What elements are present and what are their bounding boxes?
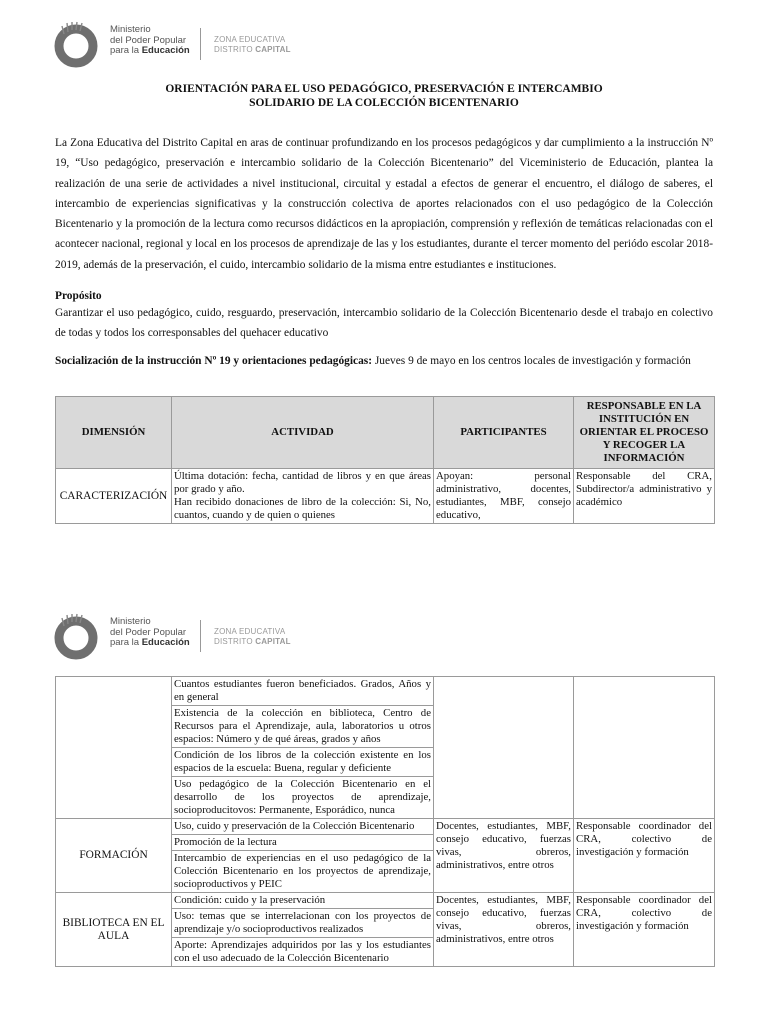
actividad-cell: Uso: temas que se interrelacionan con los proyectos de aprendizaje y/o socioproductivos realizados xyxy=(172,909,434,938)
ministry-emblem-icon xyxy=(52,612,102,660)
actividad-cell: Última dotación: fecha, cantidad de libros y en que áreas por grado y año. Han recibido donaciones de libro de la colección: Si, No, cuantos, cuando y de quien o quienes xyxy=(172,469,434,524)
zona-educativa-label: ZONA EDUCATIVA DISTRITO CAPITAL xyxy=(214,35,291,54)
dimension-biblioteca: BIBLIOTECA EN EL AULA xyxy=(56,893,172,967)
actividad-cell: Existencia de la colección en biblioteca, Centro de Recursos para el Aprendizaje, aula, laboratorios u otros espacios: Número y de qué áreas, grados y años xyxy=(172,706,434,748)
header-dimension: DIMENSIÓN xyxy=(56,397,172,469)
activities-table-part1 xyxy=(55,396,715,524)
actividad-cell: Cuantos estudiantes fueron beneficiados. Grados, Años y en general xyxy=(172,677,434,706)
ministry-emblem-icon xyxy=(52,20,102,68)
activities-table-part2 xyxy=(55,676,715,967)
actividad-cell: Intercambio de experiencias en el uso pedagógico de la Colección Bicentenario en los proyectos de aprendizaje, socioproductivos y PEIC xyxy=(172,851,434,893)
header-participantes: PARTICIPANTES xyxy=(434,397,574,469)
proposito-heading: Propósito xyxy=(55,290,102,302)
actividad-cell: Condición: cuido y la preservación xyxy=(172,893,434,909)
ministry-name: Ministerio del Poder Popular para la Educación xyxy=(110,24,190,56)
responsable-cell: Responsable coordinador del CRA, colectivo de investigación y formación xyxy=(574,819,715,893)
actividad-cell: Promoción de la lectura xyxy=(172,835,434,851)
actividad-cell: Aporte: Aprendizajes adquiridos por las y los estudiantes con el uso adecuado de la Colección Bicentenario xyxy=(172,938,434,967)
header-actividad: ACTIVIDAD xyxy=(172,397,434,469)
header-responsable: RESPONSABLE EN LA INSTITUCIÓN EN ORIENTAR EL PROCESO Y RECOGER LA INFORMACIÓN xyxy=(574,397,715,469)
participantes-cell: Apoyan: personal administrativo, docentes, estudiantes, MBF, consejo educativo, xyxy=(434,469,574,524)
responsable-empty xyxy=(574,677,715,819)
participantes-cell: Docentes, estudiantes, MBF, consejo educativo, fuerzas vivas, obreros, administrativos, entre otros xyxy=(434,819,574,893)
ministry-name: Ministerio del Poder Popular para la Educación xyxy=(110,616,190,648)
logo-divider xyxy=(200,620,201,652)
proposito-paragraph: Garantizar el uso pedagógico, cuido, resguardo, preservación, intercambio solidario de la Colección Bicentenario desde el trabajo en colectivo de todas y todos los corresponsables del quehacer educativo xyxy=(55,307,713,339)
dimension-empty xyxy=(56,677,172,819)
logo-divider xyxy=(200,28,201,60)
socializacion-line: Socialización de la instrucción Nº 19 y orientaciones pedagógicas: Jueves 9 de mayo en los centros locales de investigación y formación xyxy=(55,355,691,367)
actividad-cell: Uso pedagógico de la Colección Bicentenario en el desarrollo de los proyectos de aprendizaje, socioproducitovos: Permanente, Esporádico, nunca xyxy=(172,777,434,819)
ministry-logo-page2 xyxy=(52,612,352,660)
actividad-cell: Uso, cuido y preservación de la Colección Bicentenario xyxy=(172,819,434,835)
ministry-logo xyxy=(52,20,352,68)
dimension-caracterizacion: CARACTERIZACIÓN xyxy=(56,469,172,524)
responsable-cell: Responsable del CRA, Subdirector/a administrativo y académico xyxy=(574,469,715,524)
participantes-empty xyxy=(434,677,574,819)
zona-educativa-label: ZONA EDUCATIVA DISTRITO CAPITAL xyxy=(214,627,291,646)
participantes-cell: Docentes, estudiantes, MBF, consejo educativo, fuerzas vivas, obreros, administrativos, entre otros xyxy=(434,893,574,967)
document-title: ORIENTACIÓN PARA EL USO PEDAGÓGICO, PRESERVACIÓN E INTERCAMBIO SOLIDARIO DE LA COLECCIÓN BICENTENARIO xyxy=(165,83,603,109)
dimension-formacion: FORMACIÓN xyxy=(56,819,172,893)
responsable-cell: Responsable coordinador del CRA, colectivo de investigación y formación xyxy=(574,893,715,967)
intro-paragraph: La Zona Educativa del Distrito Capital en aras de continuar profundizando en los procesos pedagógicos y dar cumplimiento a la instrucción Nº 19, “Uso pedagógico, preservación e intercambio solidario de la Colección Bicentenario” del Viceministerio de Educación, plantea la realización de una serie de actividades a nivel institucional, circuital y estadal a efectos de generar el encuentro, el diálogo de saberes, el intercambio de experiencias significativas y la construcción colectiva de aportes relacionados con el uso pedagógico de la Colección Bicentenario y la promoción de la lectura como recursos didácticos en la apropiación, comprensión y reflexión de temáticas relacionadas con el acontecer nacional, regional y local en los procesos de aprendizaje de las y los estudiantes, durante el tercer momento del periódo escolar 2018-2019, además de la preservación, el cuido, intercambio solidario de la misma entre estudiantes e instituciones. xyxy=(55,137,713,271)
actividad-cell: Condición de los libros de la colección existente en los espacios de la escuela: Buena, regular y deficiente xyxy=(172,748,434,777)
